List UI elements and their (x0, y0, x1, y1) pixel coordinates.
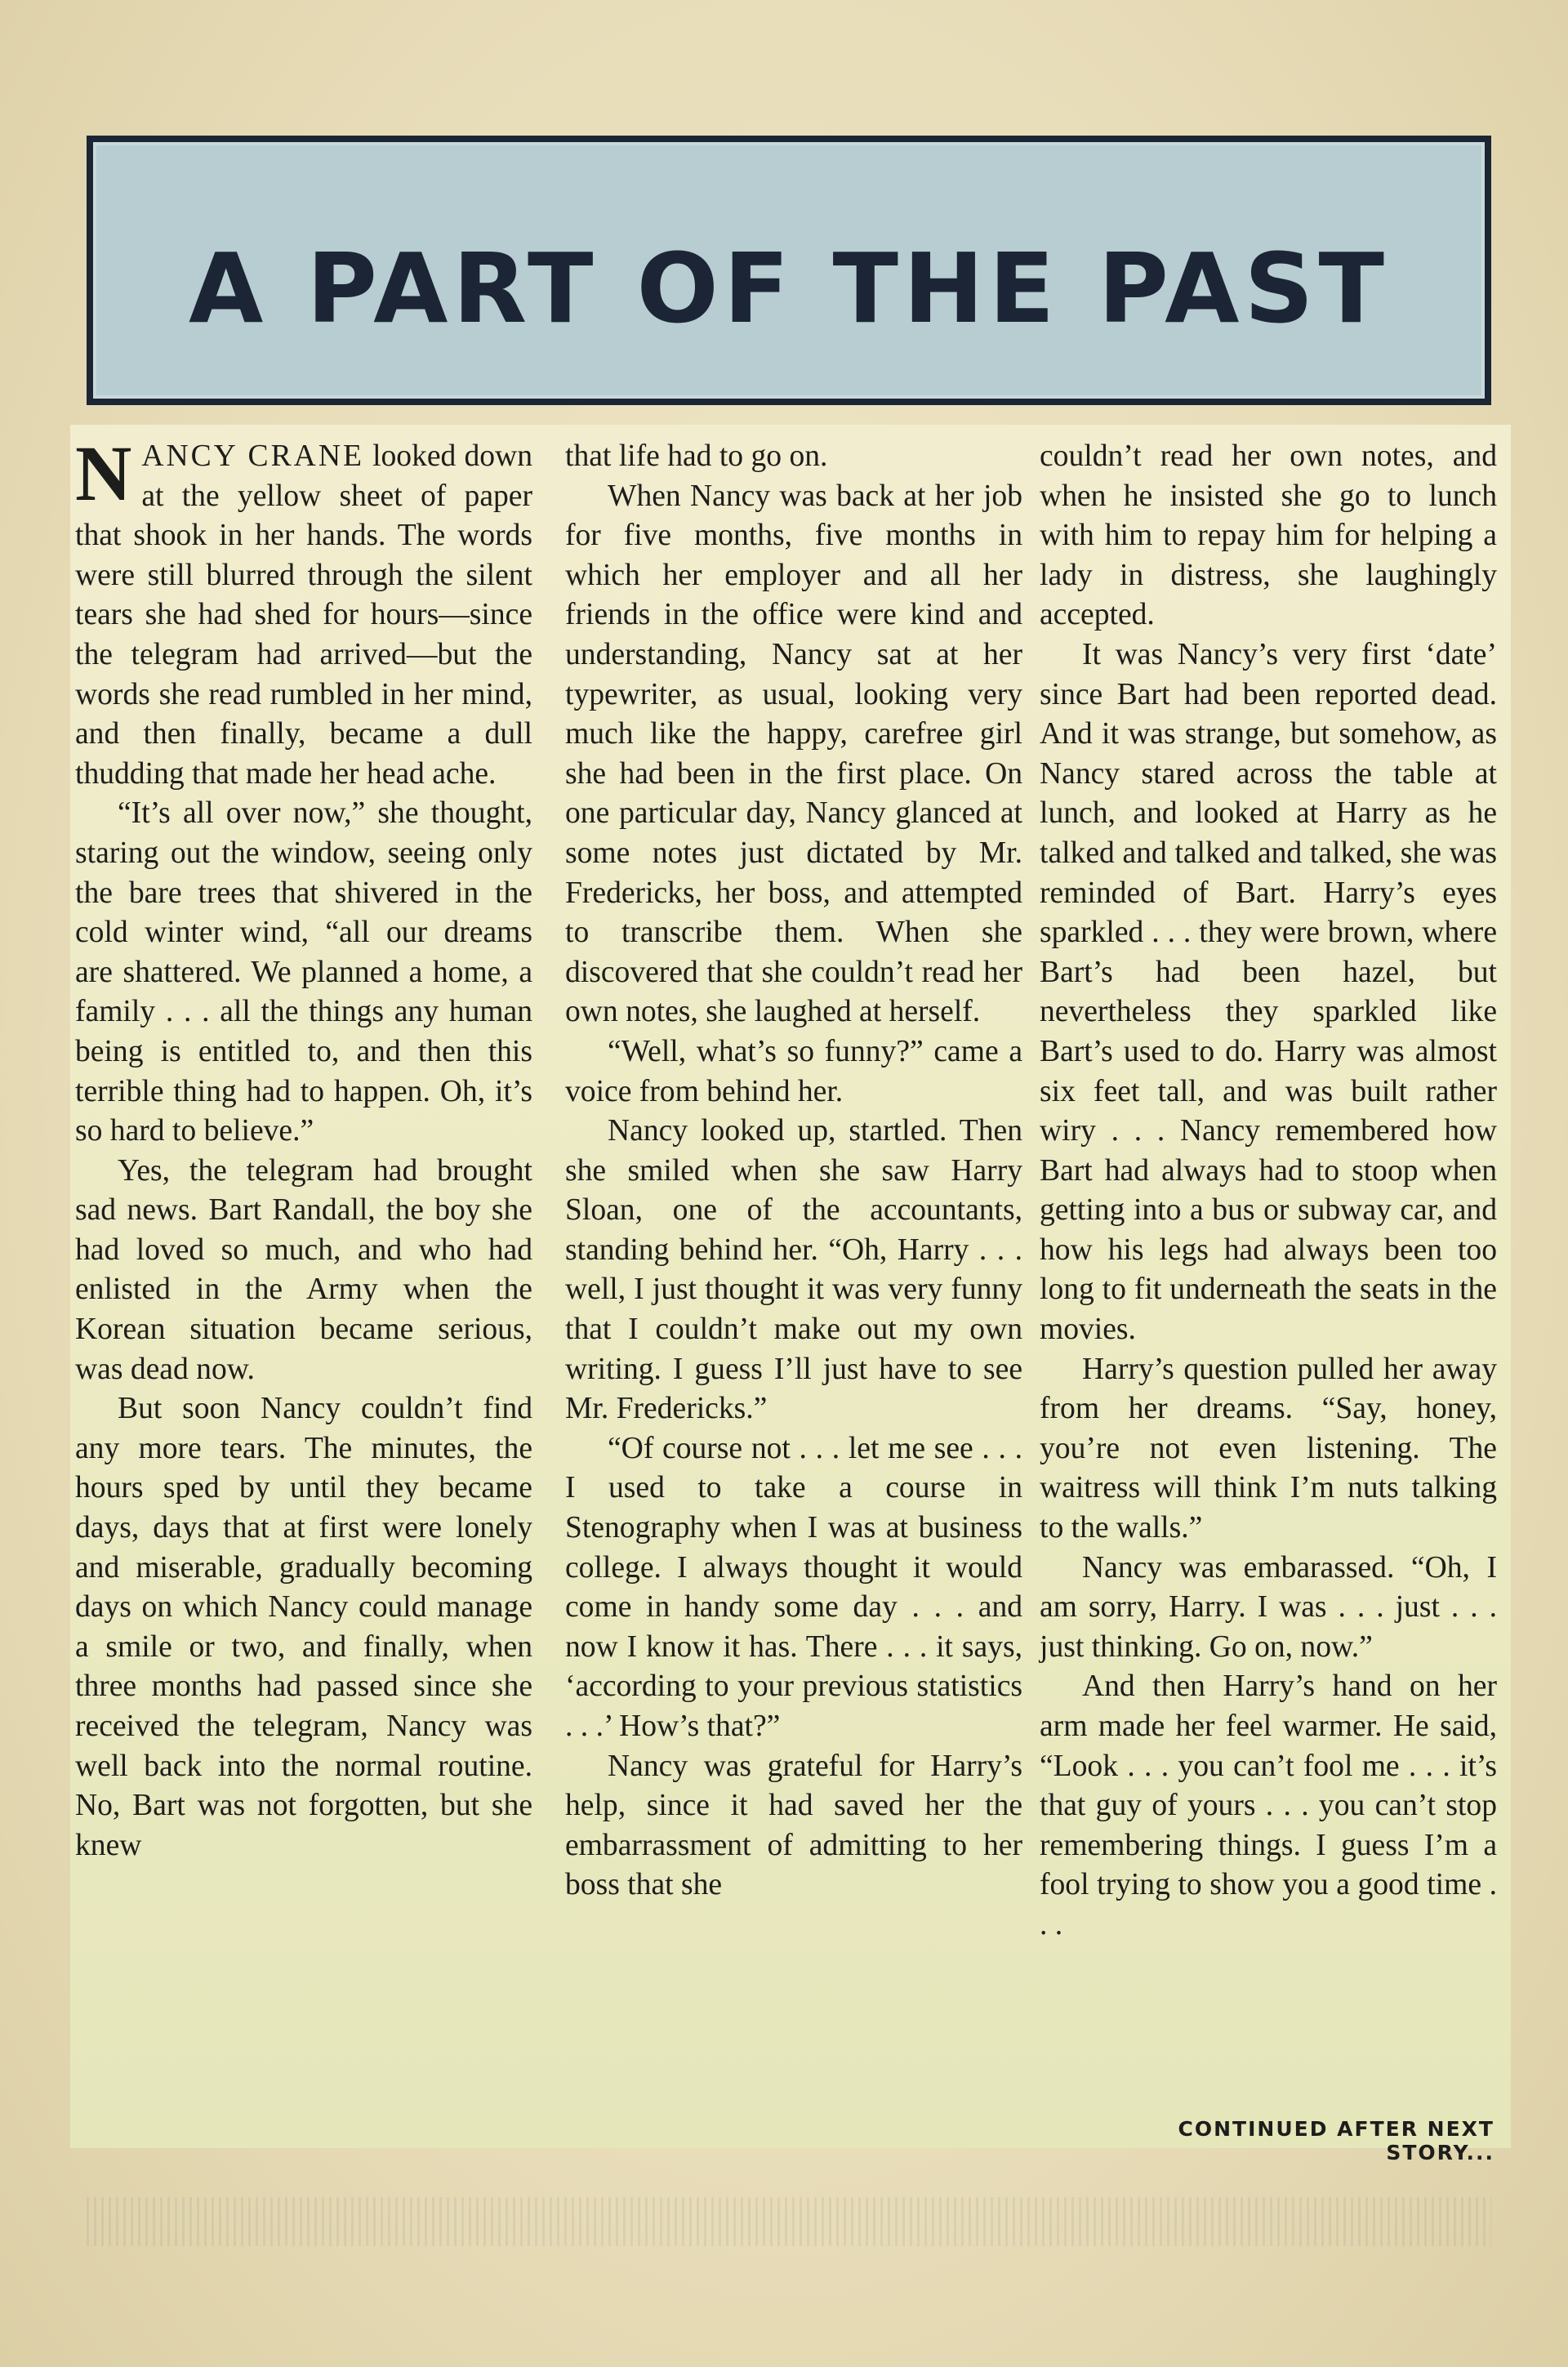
paragraph: “It’s all over now,” she thought, staring out the window, seeing only the bare trees that shivered in the cold winter wind, “all our dreams are shattered. We planned a home, a family . . . all the things any human being is entitled to, and then this terrible thing had to happen. Oh, it’s so hard to believe.” (75, 796, 532, 1148)
paragraph: Nancy looked up, startled. Then she smiled when she saw Harry Sloan, one of the accountants, standing behind her. “Oh, Harry . . . well, I just thought it was very funny that I couldn’t make out my own writing. I guess I’ll just have to see Mr. Fredericks.” (565, 1114, 1022, 1426)
paragraph: Yes, the telegram had brought sad news. Bart Randall, the boy she had loved so much, and who had enlisted in the Army when the Korean situation became serious, was dead now. (75, 1153, 532, 1386)
paragraph: Nancy was grateful for Harry’s help, since it had saved her the embarrassment of admitting to her boss that she (565, 1749, 1022, 1902)
paragraph: Harry’s question pulled her away from her dreams. “Say, honey, you’re not even listening. The waitress will think I’m nuts talking to the walls.” (1040, 1352, 1497, 1545)
paragraph-text: looked down at the yellow sheet of paper that shook in her hands. The words were still blurred through the silent tears she had shed for hours—since the telegram had arrived—but the words she read rumbled in her mind, and then finally, became a dull thudding that made her head ache. (75, 439, 532, 791)
lead-in: ANCY CRANE (141, 439, 364, 473)
paragraph: Nancy was embarassed. “Oh, I am sorry, Harry. I was . . . just . . . just thinking. Go on, now.” (1040, 1550, 1497, 1664)
paragraph: But soon Nancy couldn’t find any more tears. The minutes, the hours sped by until they became days, days that at first were lonely and miserable, gradually becoming days on which Nancy could manage a smile or two, and finally, when three months had passed since she received the telegram, Nancy was well back into the normal routine. No, Bart was not forgotten, but she knew (75, 1392, 532, 1862)
paragraph (75, 430, 532, 794)
paragraph: It was Nancy’s very first ‘date’ since Bart had been reported dead. And it was strange, but somehow, as Nancy stared across the table at lunch, and looked at Harry as he talked and talked and talked, she was reminded of Bart. Harry’s eyes sparkled . . . they were brown, where Bart’s had been hazel, but nevertheless they sparkled like Bart’s used to do. Harry was almost six feet tall, and was built rather wiry . . . Nancy remembered how Bart had always had to stoop when getting into a bus or subway car, and how his legs had always been too long to fit underneath the seats in the movies. (1040, 637, 1497, 1347)
paragraph: couldn’t read her own notes, and when he insisted she go to lunch with him to repay him for helping a lady in distress, she laughingly accepted. (1040, 439, 1497, 632)
paragraph: And then Harry’s hand on her arm made her feel warmer. He said, “Look . . . you can’t fool me . . . it’s that guy of yours . . . you can’t stop remembering things. I guess I’m a fool trying to show you a good time . . . (1040, 1669, 1497, 1941)
drop-cap: N (75, 430, 132, 517)
decorative-bleed (87, 2197, 1491, 2246)
text-column-3 (1040, 437, 1497, 1946)
text-column-1 (75, 430, 532, 1866)
continued-note: CONTINUED AFTER NEXT STORY... (1178, 2117, 1494, 2164)
paragraph: “Of course not . . . let me see . . . I used to take a course in Stenography when I was at business college. I always thought it would come in handy some day . . . and now I know it has. There . . . it says, ‘according to your previous statistics . . .’ How’s that?” (565, 1431, 1022, 1743)
text-column-2 (565, 437, 1022, 1906)
story-title: A PART OF THE PAST (189, 232, 1389, 345)
title-banner (87, 136, 1491, 405)
paragraph: “Well, what’s so funny?” came a voice from behind her. (565, 1034, 1022, 1108)
paragraph: that life had to go on. (565, 439, 828, 473)
paragraph: When Nancy was back at her job for five months, five months in which her employer and all her friends in the office were kind and understanding, Nancy sat at her typewriter, as usual, looking very much like the happy, carefree girl she had been in the first place. On one particular day, Nancy glanced at some notes just dictated by Mr. Fredericks, her boss, and attempted to transcribe them. When she discovered that she couldn’t read her own notes, she laughed at herself. (565, 479, 1022, 1029)
